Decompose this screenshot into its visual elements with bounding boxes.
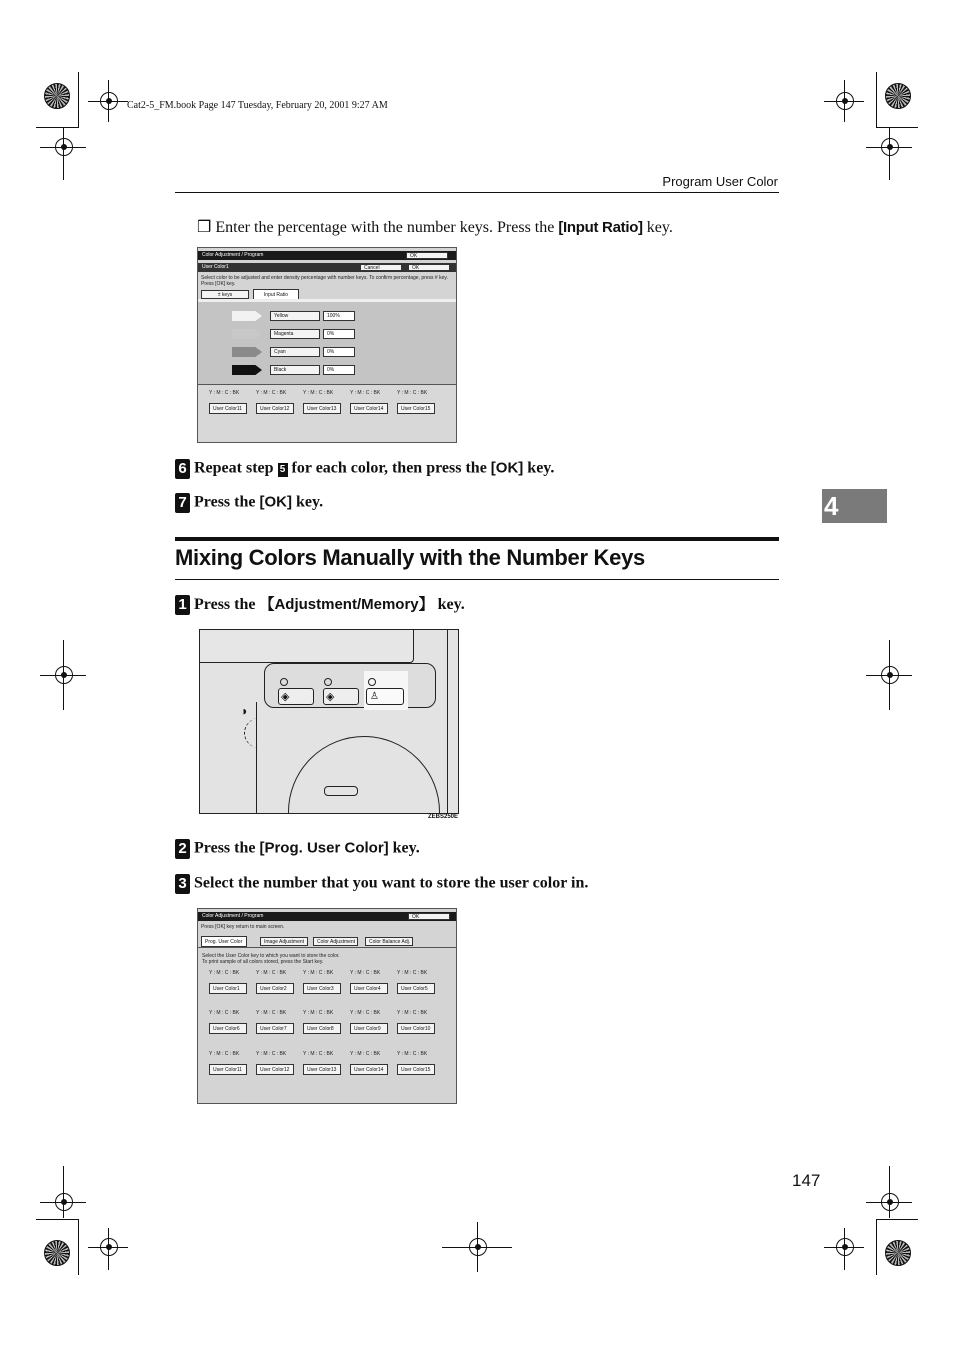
user-color-button[interactable]: User Color8 [303,1023,341,1034]
user-color-button[interactable]: User Color2 [256,983,294,994]
ratio-label: Y : M : C : BK [303,1051,334,1057]
user-color-button[interactable]: User Color13 [303,403,341,414]
step-2: 2 Press the [Prog. User Color] key. [175,839,420,859]
user-color-button[interactable]: User Color11 [209,1064,247,1075]
header-rule [175,192,779,193]
page-number: 147 [792,1171,821,1190]
ratio-label: Y : M : C : BK [303,390,334,396]
step-3: 3 Select the number that you want to store the user color in. [175,874,588,894]
screen-title-bar: Color Adjustment / Program [198,912,456,921]
ratio-label: Y : M : C : BK [350,390,381,396]
density-icon: ◑ [240,704,248,718]
user-color-button[interactable]: User Color5 [397,983,435,994]
ratio-label: Y : M : C : BK [350,970,381,976]
adjustment-memory-key-button[interactable]: ♙ [366,688,404,705]
step-number-1-icon: 1 [175,595,190,615]
ratio-label: Y : M : C : BK [350,1010,381,1016]
color-name-0[interactable]: Yellow [270,311,320,321]
user-color-name: User Color1 [202,264,229,270]
prog-user-color-key: [Prog. User Color] [259,839,389,857]
user-color-button[interactable]: User Color15 [397,403,435,414]
input-ratio-key: [Input Ratio] [558,219,643,236]
section-title: Mixing Colors Manually with the Number Keys [175,545,645,570]
step-number-7-icon: 7 [175,493,190,513]
user-color-button[interactable]: User Color14 [350,403,388,414]
section-rule-bottom [175,579,779,580]
color-name-1[interactable]: Magenta [270,329,320,339]
user-color-button[interactable]: User Color15 [397,1064,435,1075]
color-key-2[interactable]: ◈ [323,688,359,705]
step-number-2-icon: 2 [175,839,190,859]
ok-key: [OK] [259,493,292,511]
screen-title-bar: Color Adjustment / Program [198,251,456,260]
user-color-button[interactable]: User Color1 [209,983,247,994]
ratio-label: Y : M : C : BK [397,1051,428,1057]
user-color-button[interactable]: User Color13 [303,1064,341,1075]
user-color-button[interactable]: User Color4 [350,983,388,994]
tab-3[interactable]: Color Balance Adj. [365,937,413,946]
section-rule-top [175,537,779,541]
ratio-label: Y : M : C : BK [256,970,287,976]
screen-input-ratio: Color Adjustment / Program OK User Color1 Cancel OK Select color to be adjusted and enter density percentage with number keys. To confirm percentage, press # key. Press [OK] key. ± keys Input Ratio Yellow 100% Magenta 0% Cyan 0% Black 0% Y : M : C : BK User Color11 Y : M : C : BK User Color12 Y : M : C : BK User Color13 Y : M : C : BK User Color14 Y : M : C : BK User Color15 [197,247,457,443]
ratio-label: Y : M : C : BK [256,390,287,396]
ratio-label: Y : M : C : BK [209,970,240,976]
color-name-2[interactable]: Cyan [270,347,320,357]
note: ❒ Enter the percentage with the number keys. Press the [Input Ratio] key. [197,219,673,236]
adjustment-memory-key: 【Adjustment/Memory】 [259,596,434,613]
color-percent-3[interactable]: 0% [323,365,355,375]
ratio-label: Y : M : C : BK [303,970,334,976]
note-bullet-icon: ❒ [197,219,212,236]
file-info: Cat2-5_FM.book Page 147 Tuesday, February 20, 2001 9:27 AM [127,100,388,111]
user-color-button[interactable]: User Color10 [397,1023,435,1034]
figure-code: ZEBS250E [428,814,459,820]
user-color-button[interactable]: User Color12 [256,1064,294,1075]
user-color-button[interactable]: User Color14 [350,1064,388,1075]
ratio-label: Y : M : C : BK [209,390,240,396]
ratio-label: Y : M : C : BK [303,1010,334,1016]
ok-button[interactable]: OK [408,913,450,920]
tab-2[interactable]: Color Adjustment [313,937,358,946]
user-color-button[interactable]: User Color6 [209,1023,247,1034]
registration-disc-icon [885,1240,911,1266]
tab-0[interactable]: Prog. User Color [201,936,247,947]
registration-disc-icon [885,83,911,109]
user-color-button[interactable]: User Color9 [350,1023,388,1034]
ok-top-button[interactable]: OK [406,252,448,259]
tab-1[interactable]: Image Adjustment [260,937,308,946]
user-color-button[interactable]: User Color3 [303,983,341,994]
step-7: 7 Press the [OK] key. [175,493,323,513]
registration-disc-icon [44,83,70,109]
color-name-3[interactable]: Black [270,365,320,375]
step-6: 6 Repeat step 5 for each color, then press the [OK] key. [175,459,554,479]
screen-prog-user-color: Color Adjustment / Program OK Press [OK] key return to main screen. Prog. User Color Image Adjustment Color Adjustment Color Balance Adj. Select the User Color key to which you want to store the color. To print sample of all colors stored, press the Start key. Y : M : C : BK User Color1 Y : M : C : BK User Color2 Y : M : C : BK User Color3 Y : M : C : BK User Color4 Y : M : C : BK User Color5 Y : M : C : BK User Color6 Y : M : C : BK User Color7 Y : M : C : BK User Color8 Y : M : C : BK User Color9 Y : M : C : BK User Color10 Y : M : C : BK User Color11 Y : M : C : BK User Color12 Y : M : C : BK User Color13 Y : M : C : BK User Color14 Y : M : C : BK User Color15 [197,908,457,1104]
ratio-label: Y : M : C : BK [397,390,428,396]
color-percent-1[interactable]: 0% [323,329,355,339]
step-number-3-icon: 3 [175,874,190,894]
running-title: Program User Color [662,174,778,189]
ratio-label: Y : M : C : BK [256,1010,287,1016]
ratio-label: Y : M : C : BK [209,1010,240,1016]
ratio-label: Y : M : C : BK [397,970,428,976]
ok-button[interactable]: OK [408,264,450,271]
color-percent-2[interactable]: 0% [323,347,355,357]
chapter-tab: 4 [822,489,887,523]
registration-disc-icon [44,1240,70,1266]
ratio-label: Y : M : C : BK [209,1051,240,1057]
user-color-button[interactable]: User Color11 [209,403,247,414]
control-panel-illustration [199,629,459,814]
ratio-label: Y : M : C : BK [397,1010,428,1016]
ok-key: [OK] [490,459,524,477]
ratio-label: Y : M : C : BK [350,1051,381,1057]
step-1: 1 Press the 【Adjustment/Memory】 key. [175,593,465,615]
color-percent-0[interactable]: 100% [323,311,355,321]
tab-input-ratio[interactable]: Input Ratio [253,289,299,300]
cancel-button[interactable]: Cancel [360,264,402,271]
ratio-label: Y : M : C : BK [256,1051,287,1057]
user-color-button[interactable]: User Color12 [256,403,294,414]
tab-keys[interactable]: ± keys [201,290,249,299]
user-color-button[interactable]: User Color7 [256,1023,294,1034]
step-number-6-icon: 6 [175,459,190,479]
color-key-1[interactable]: ◈ [278,688,314,705]
